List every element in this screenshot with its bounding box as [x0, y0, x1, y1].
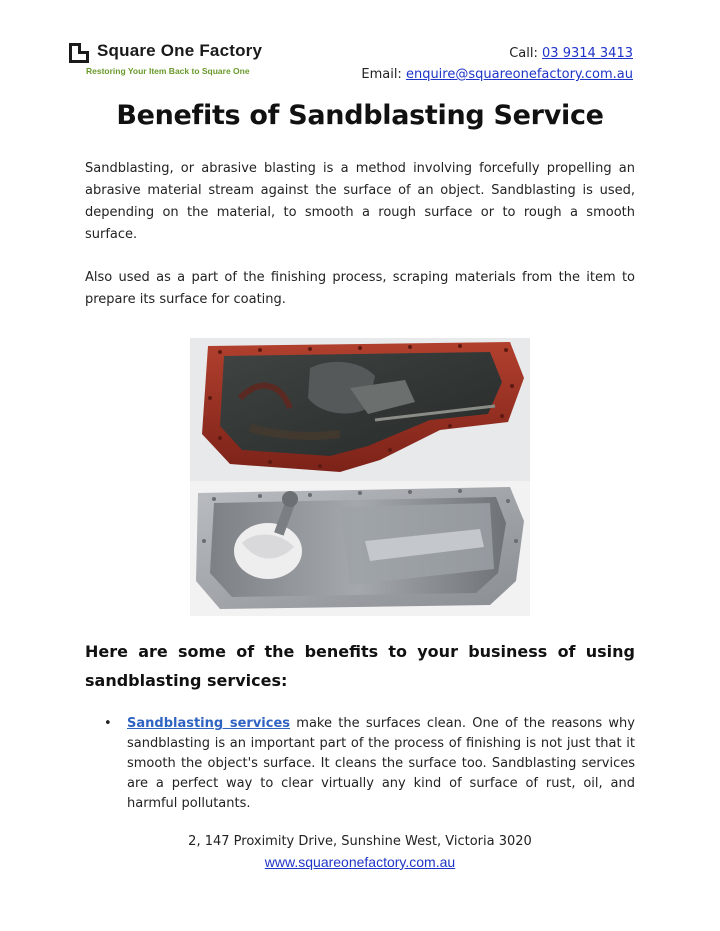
company-logo[interactable]	[69, 41, 289, 81]
finishing-paragraph: Also used as a part of the finishing process, scraping materials from the item to prepare its surface for coating.	[85, 270, 635, 307]
phone-link[interactable]: 03 9314 3413	[542, 46, 633, 61]
rusty-oil-pan-illustration	[190, 338, 530, 481]
list-item	[85, 714, 635, 814]
square-logo-icon	[69, 43, 89, 63]
sandblasting-services-link[interactable]: Sandblasting services	[127, 716, 291, 731]
rusty-oil-pan-photo	[190, 338, 530, 481]
phone-line	[361, 43, 633, 64]
email-line	[361, 64, 633, 85]
intro-paragraph: Sandblasting, or abrasive blasting is a method involving forcefully propelling an abrasive material stream against the surface of an object. Sandblasting is used, depending on the material, to smooth a rough surface or to rough a smooth surface.	[85, 161, 635, 242]
page-title: Benefits of Sandblasting Service	[116, 100, 604, 131]
email-label: Email:	[361, 67, 406, 82]
sandblasted-oil-pan-photo	[190, 481, 530, 616]
logo-tagline: Restoring Your Item Back to Square One	[86, 66, 250, 76]
bullet-marker: •	[104, 716, 112, 731]
benefits-subheading: Here are some of the benefits to your business of using sandblasting services:	[85, 642, 635, 690]
call-label: Call:	[509, 46, 543, 61]
footer-address: 2, 147 Proximity Drive, Sunshine West, Victoria 3020	[188, 834, 532, 849]
footer-website-link[interactable]: www.squareonefactory.com.au	[264, 854, 456, 870]
logo-name: Square One Factory	[97, 41, 263, 60]
contact-info	[361, 43, 633, 85]
footer	[0, 832, 720, 872]
benefit-text: make the surfaces clean. One of the reasons why sandblasting is an important part of the process of finishing is not just that it smooth the object's surface. It cleans the surface too. Sandblasting services are a perfect way to clear virtually any kind of surface of rust, oil, and harmful pollutants.	[127, 716, 635, 811]
benefits-list	[85, 714, 635, 814]
clean-oil-pan-illustration	[190, 481, 530, 616]
email-link[interactable]: enquire@squareonefactory.com.au	[405, 67, 633, 82]
